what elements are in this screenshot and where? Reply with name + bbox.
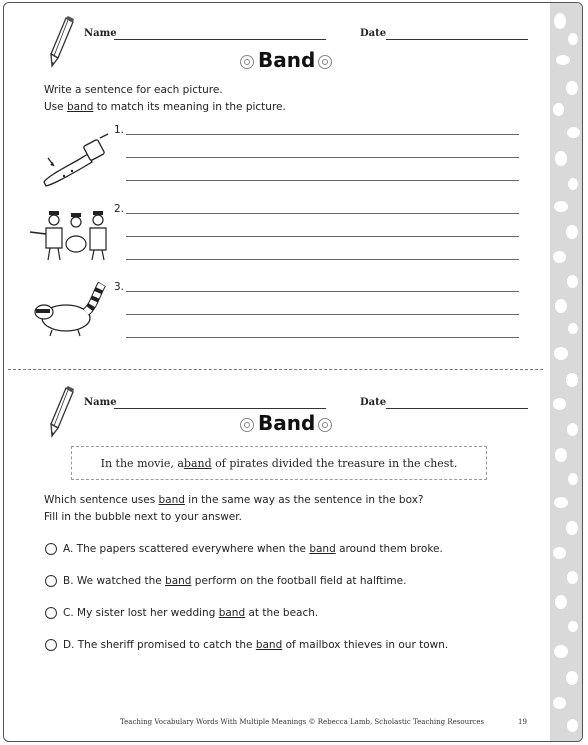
name-label: Name [84, 28, 117, 39]
answer-line[interactable] [126, 236, 519, 237]
pencil-icon [48, 386, 76, 438]
decorative-side-strip [550, 3, 582, 741]
footer-credit: Teaching Vocabulary Words With Multiple Meanings © Rebecca Lamb, Scholastic Teaching Resources [120, 718, 485, 726]
answer-line[interactable] [126, 213, 519, 214]
answer-bubble[interactable] [45, 575, 57, 587]
answer-line[interactable] [126, 134, 519, 135]
answer-line[interactable] [126, 259, 519, 260]
raccoon-tail-bands-icon [32, 280, 112, 340]
instruction-line-1: Write a sentence for each picture. [44, 84, 223, 96]
answer-line[interactable] [126, 157, 519, 158]
worksheet-title: Band [258, 411, 316, 435]
answer-line[interactable] [126, 291, 519, 292]
worksheet-title: Band [258, 48, 316, 72]
page-number: 19 [518, 718, 527, 726]
answer-bubble[interactable] [45, 607, 57, 619]
date-label: Date [360, 397, 387, 408]
page-border [3, 2, 583, 742]
target-word: band [158, 494, 185, 506]
question-line-1: Which sentence uses band in the same way as the sentence in the box? [44, 494, 424, 506]
example-sentence-box: In the movie, a band of pirates divided the treasure in the chest. [71, 446, 487, 480]
target-word: band [183, 456, 212, 470]
swirl-left-icon [240, 55, 254, 69]
answer-option-c[interactable]: C. My sister lost her wedding band at the beach. [45, 607, 318, 619]
instruction-line-2: Use band to match its meaning in the picture. [44, 101, 286, 113]
answer-option-d[interactable]: D. The sheriff promised to catch the band of mailbox thieves in our town. [45, 639, 448, 651]
watch-band-icon [34, 132, 112, 190]
pencil-icon [48, 16, 76, 68]
cut-line-divider [8, 369, 543, 370]
date-label: Date [360, 28, 387, 39]
swirl-right-icon [318, 55, 332, 69]
item-number: 2. [114, 203, 125, 215]
target-word: band [66, 101, 94, 113]
question-line-2: Fill in the bubble next to your answer. [44, 511, 242, 523]
name-field[interactable] [114, 39, 326, 40]
marching-band-icon [28, 208, 112, 264]
date-field[interactable] [386, 408, 528, 409]
date-field[interactable] [386, 39, 528, 40]
answer-line[interactable] [126, 314, 519, 315]
answer-option-b[interactable]: B. We watched the band perform on the football field at halftime. [45, 575, 406, 587]
answer-option-a[interactable]: A. The papers scattered everywhere when the band around them broke. [45, 543, 443, 555]
swirl-left-icon [240, 418, 254, 432]
swirl-right-icon [318, 418, 332, 432]
answer-bubble[interactable] [45, 543, 57, 555]
item-number: 1. [114, 124, 125, 136]
answer-bubble[interactable] [45, 639, 57, 651]
name-field[interactable] [114, 408, 326, 409]
answer-line[interactable] [126, 180, 519, 181]
item-number: 3. [114, 281, 125, 293]
name-label: Name [84, 397, 117, 408]
answer-line[interactable] [126, 337, 519, 338]
